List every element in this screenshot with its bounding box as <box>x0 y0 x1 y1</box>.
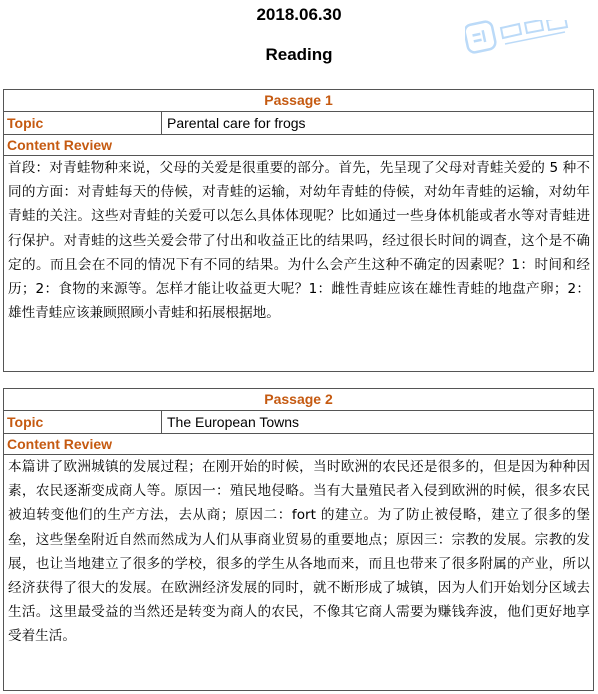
content-review-label: Content Review <box>4 135 593 156</box>
passage-2-table <box>3 388 594 691</box>
content-review-text: 本篇讲了欧洲城镇的发展过程；在刚开始的时候，当时欧洲的农民还是很多的，但是因为种种因素，农民逐渐变成商人等。原因一：殖民地侵略。当有大量殖民者入侵到欧洲的时候，很多农民被迫转变他们的生产方法，去从商；原因二：fort 的建立。为了防止被侵略，建立了很多的堡垒，这些堡垒附近自然而然成为人们从事商业贸易的重要地点；原因三：宗教的发展。宗教的发展，也让当地建立了很多的学校，很多的学生从各地而来，而且也带来了很多附属的产业，所以经济获得了很大的发展。在欧洲经济发展的同时，就不断形成了城镇，因为人们开始划分区域去生活。这里最受益的当然还是转变为商人的农民，不像其它商人需要为赚钱奔波，他们更好地享受着生活。 <box>8 459 590 645</box>
content-review-label: Content Review <box>4 434 593 455</box>
passage-1-table <box>3 89 594 372</box>
passage-heading: Passage 1 <box>4 90 593 112</box>
passage-heading: Passage 2 <box>4 389 593 411</box>
topic-value: The European Towns <box>167 414 300 430</box>
content-review-text: 首段：对青蛙物种来说，父母的关爱是很重要的部分。首先，先呈现了父母对青蛙关爱的 5 种不同的方面：对青蛙每天的侍候，对青蛙的运输，对幼年青蛙的侍候，对幼年青蛙的运输，对幼年青蛙的关注。这些对青蛙的关爱可以怎么具体体现呢？比如通过一些身体机能或者水等对青蛙进行保护。对青蛙的这些关爱会带了付出和收益正比的结果吗，经过很长时间的调查，这个是不确定的。而且会在不同的情况下有不同的结果。为什么会产生这种不确定的因素呢？1：时间和经历；2：食物的来源等。怎样才能让收益更大呢？1：雌性青蛙应该在雄性青蛙的地盘产卵；2：雄性青蛙应该兼顾照顾小青蛙和拓展根据地。 <box>8 160 590 322</box>
topic-label: Topic <box>4 411 162 433</box>
topic-row <box>4 112 593 135</box>
topic-value: Parental care for frogs <box>167 115 306 131</box>
topic-row <box>4 411 593 434</box>
page-date: 2018.06.30 <box>256 5 342 24</box>
topic-label: Topic <box>4 112 162 134</box>
page-title: Reading <box>265 45 333 64</box>
watermark-logo-icon <box>465 20 577 54</box>
